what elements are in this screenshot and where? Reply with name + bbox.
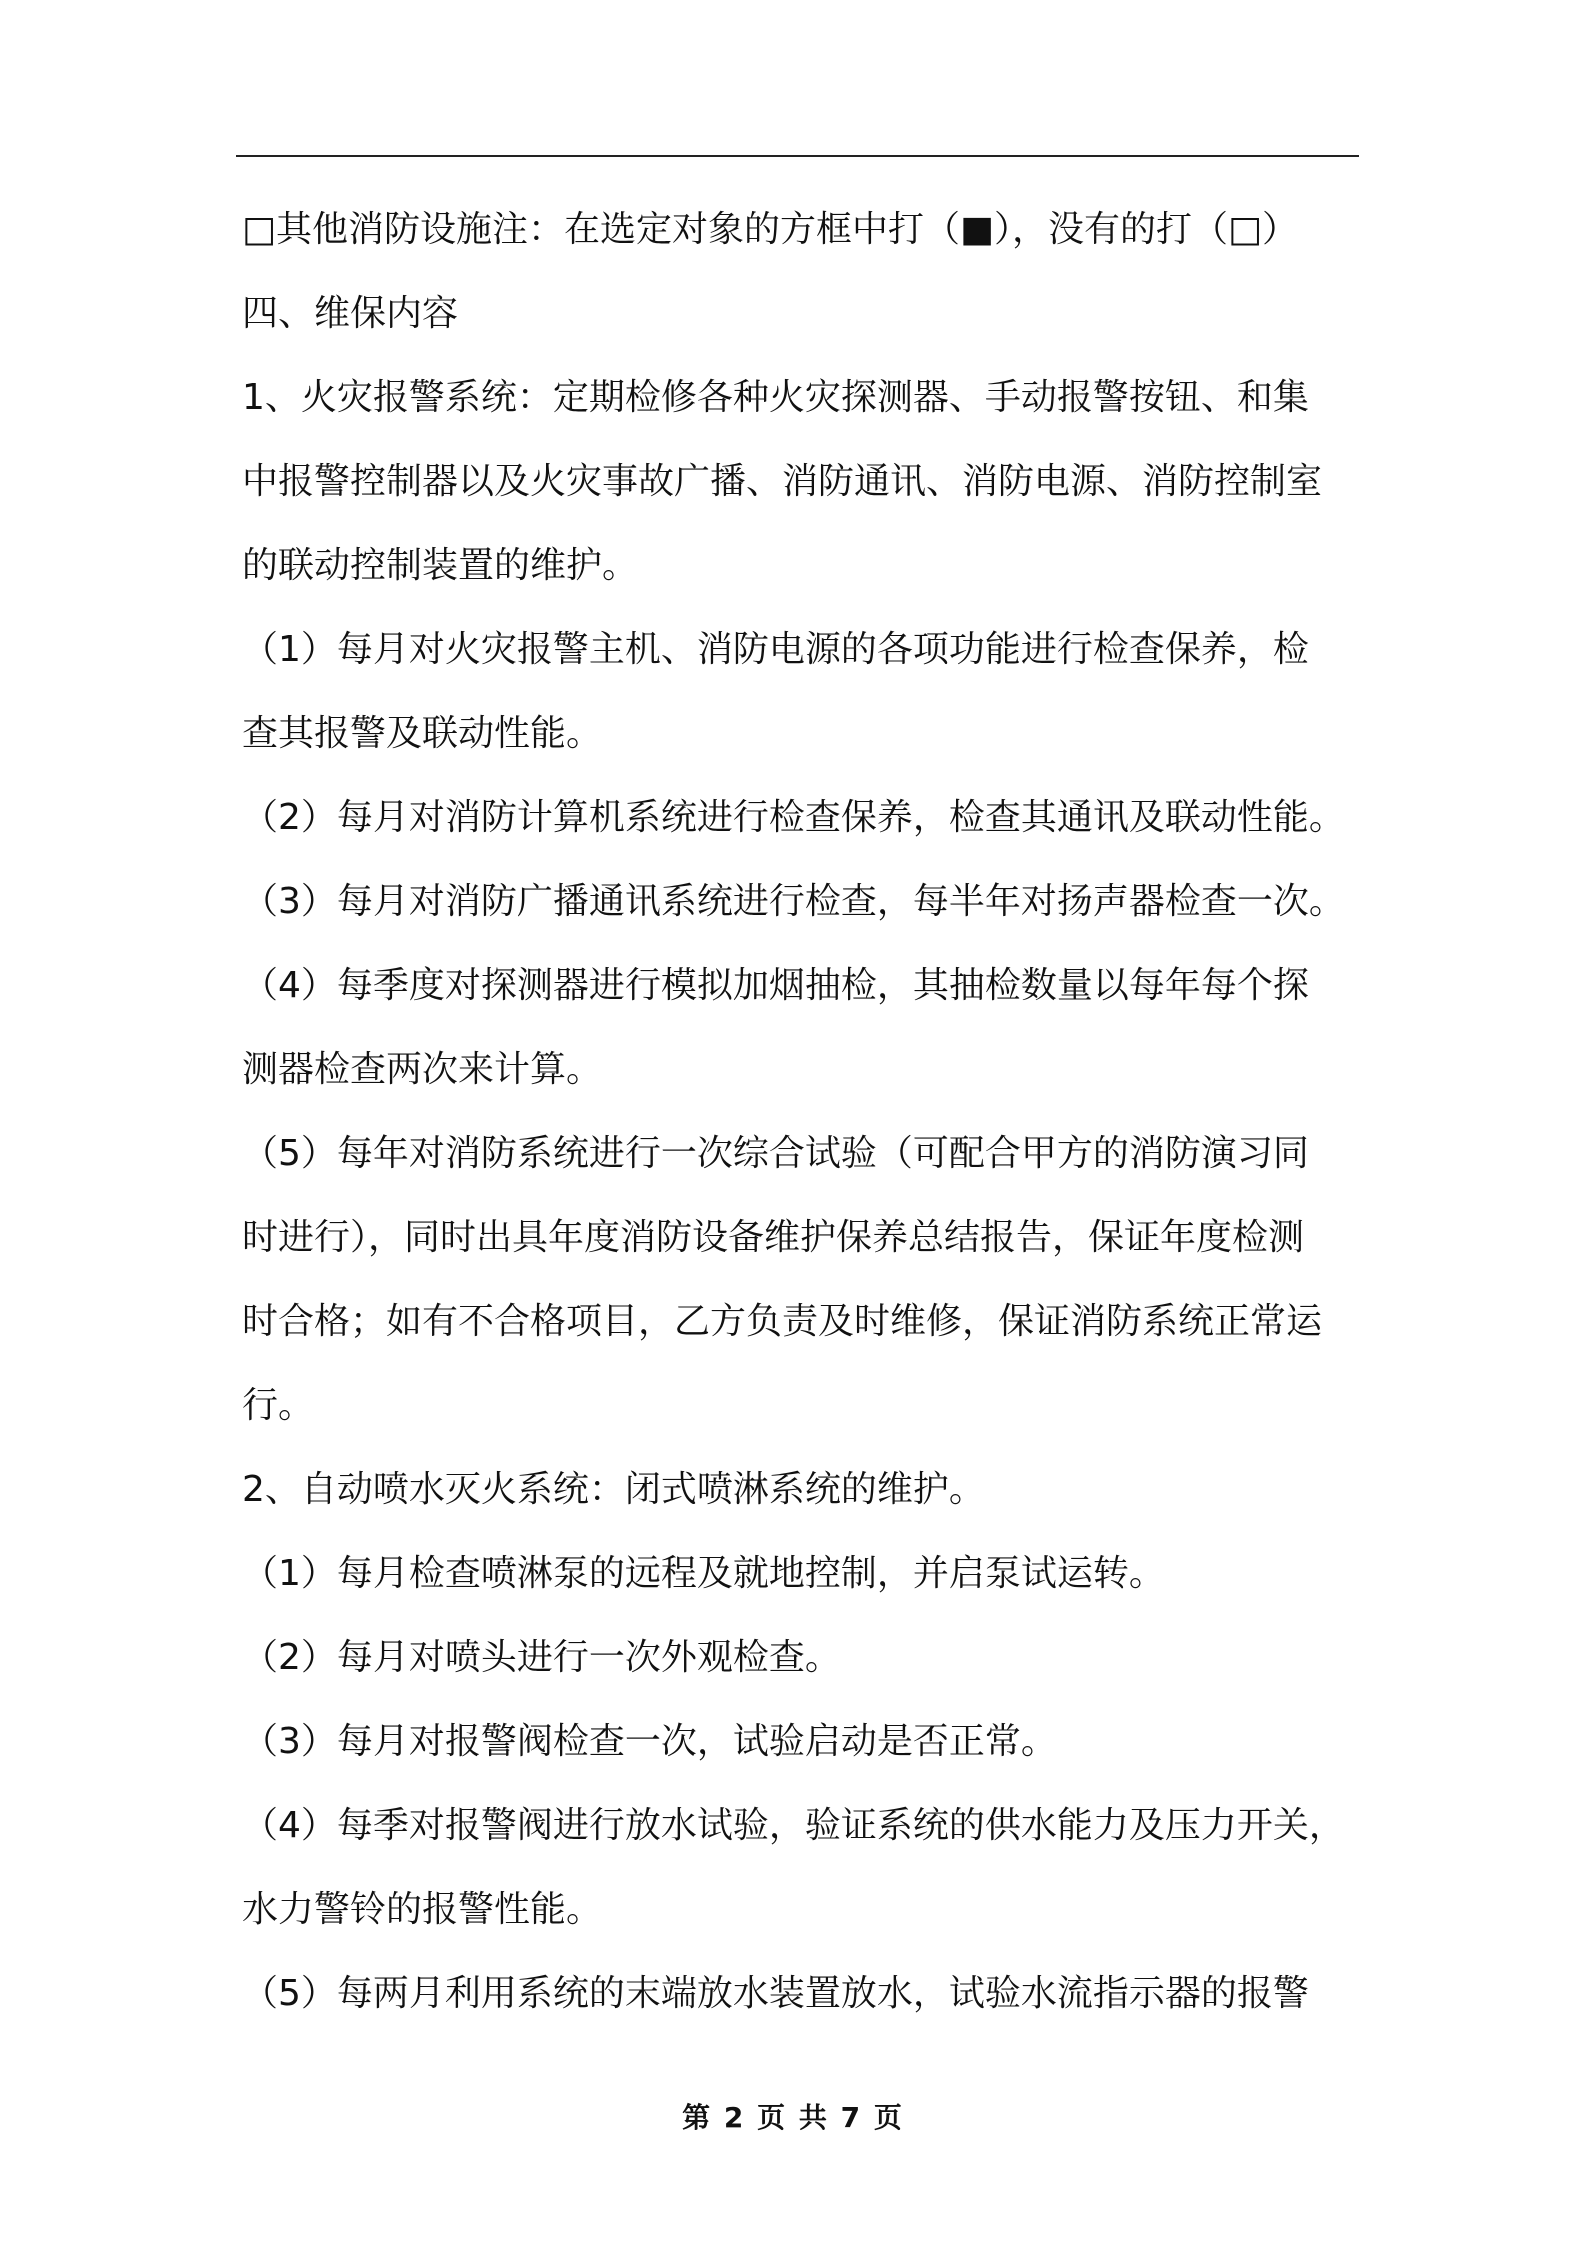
text-line: 时进行），同时出具年度消防设备维护保养总结报告，保证年度检测 [242, 1217, 1305, 1258]
text-line: 水力警铃的报警性能。 [242, 1889, 603, 1930]
text-line: 查其报警及联动性能。 [242, 713, 603, 754]
text-line: 1、火灾报警系统：定期检修各种火灾探测器、手动报警按钮、和集 [242, 377, 1309, 418]
text-line: （3）每月对报警阀检查一次，试验启动是否正常。 [242, 1721, 1057, 1762]
header-rule [236, 155, 1359, 157]
text-line: （2）每月对喷头进行一次外观检查。 [242, 1637, 841, 1678]
text-line: （5）每两月利用系统的末端放水装置放水，试验水流指示器的报警 [242, 1973, 1309, 2014]
text-line: 行。 [242, 1385, 315, 1426]
text-line: 2、自动喷水灭火系统：闭式喷淋系统的维护。 [242, 1469, 985, 1510]
page-number: 第 2 页 共 7 页 [682, 2101, 904, 2134]
text-line: 测器检查两次来计算。 [242, 1049, 603, 1090]
text-line: （2）每月对消防计算机系统进行检查保养，检查其通讯及联动性能。 [242, 797, 1345, 838]
section-heading: 四、维保内容 [242, 293, 459, 334]
text-line: 中报警控制器以及火灾事故广播、消防通讯、消防电源、消防控制室 [242, 461, 1323, 502]
text-line: （1）每月检查喷淋泵的远程及就地控制，并启泵试运转。 [242, 1553, 1165, 1594]
text-line: 的联动控制装置的维护。 [242, 545, 639, 586]
text-line: （1）每月对火灾报警主机、消防电源的各项功能进行检查保养，检 [242, 629, 1309, 670]
text-line: 时合格；如有不合格项目，乙方负责及时维修，保证消防系统正常运 [242, 1301, 1323, 1342]
text-line: （3）每月对消防广播通讯系统进行检查，每半年对扬声器检查一次。 [242, 881, 1345, 922]
document-body [242, 198, 1367, 2046]
text-line: （5）每年对消防系统进行一次综合试验（可配合甲方的消防演习同 [242, 1133, 1309, 1174]
text-line: □其他消防设施注：在选定对象的方框中打（■），没有的打（□） [242, 209, 1299, 250]
text-line: （4）每季对报警阀进行放水试验，验证系统的供水能力及压力开关， [242, 1805, 1345, 1846]
text-line: （4）每季度对探测器进行模拟加烟抽检，其抽检数量以每年每个探 [242, 965, 1309, 1006]
